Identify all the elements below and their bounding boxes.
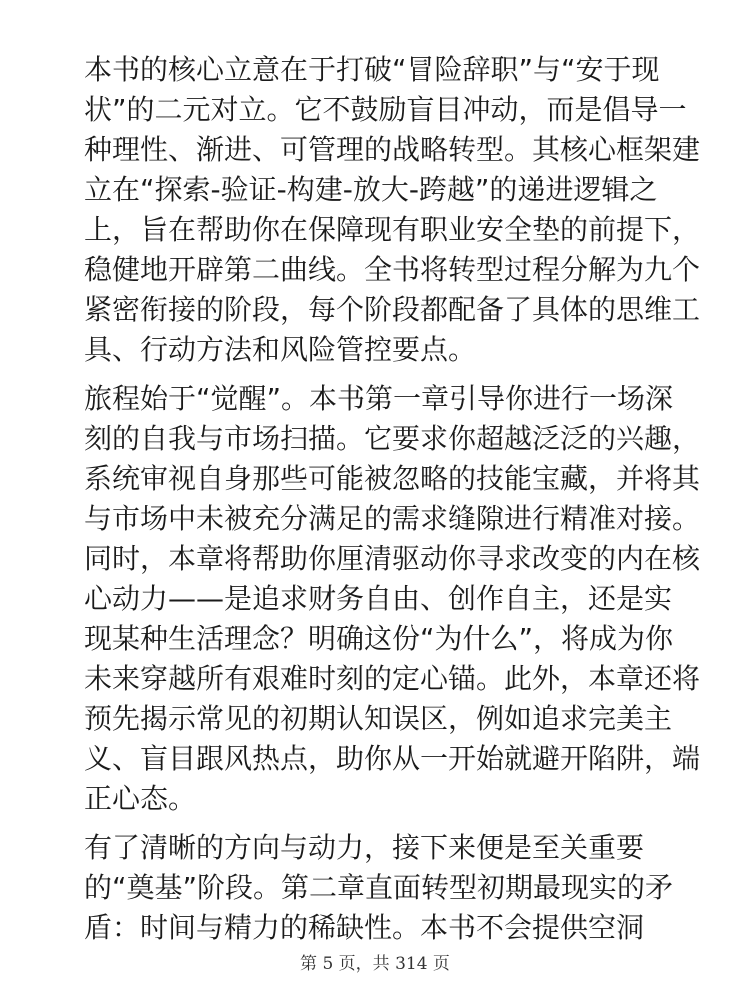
paragraph-3 [84,828,674,948]
text-line: 预先揭示常见的初期认知误区，例如追求完美主 [84,702,673,735]
text-line: 盾：时间与精力的稀缺性。本书不会提供空洞 [84,911,645,944]
text-line: 刻的自我与市场扫描。它要求你超越泛泛的兴趣， [84,422,701,455]
text-line: 立在“探索-验证-构建-放大-跨越”的递进逻辑之 [84,173,658,206]
text-line: 有了清晰的方向与动力，接下来便是至关重要 [84,831,645,864]
text-line: 具、行动方法和风险管控要点。 [84,333,477,366]
text-line: 的“奠基”阶段。第二章直面转型初期最现实的矛 [84,871,674,904]
text-line: 未来穿越所有艰难时刻的定心锚。此外，本章还将 [84,662,701,695]
text-line: 稳健地开辟第二曲线。全书将转型过程分解为九个 [84,253,701,286]
text-line: 同时，本章将帮助你厘清驱动你寻求改变的内在核 [84,542,701,575]
text-line: 义、盲目跟风热点，助你从一开始就避开陷阱，端 [84,742,701,775]
text-line: 状”的二元对立。它不鼓励盲目冲动，而是倡导一 [84,93,687,126]
page-number-footer: 第 5 页，共 314 页 [300,954,450,974]
paragraph-1 [84,50,701,370]
text-line: 本书的核心立意在于打破“冒险辞职”与“安于现 [84,53,660,86]
text-line: 系统审视自身那些可能被忽略的技能宝藏，并将其 [84,462,701,495]
paragraph-2 [84,379,701,819]
text-line: 紧密衔接的阶段，每个阶段都配备了具体的思维工 [84,293,701,326]
text-line: 与市场中未被充分满足的需求缝隙进行精准对接。 [84,502,701,535]
text-line: 现某种生活理念？明确这份“为什么”，将成为你 [84,622,674,655]
text-line: 旅程始于“觉醒”。本书第一章引导你进行一场深 [84,382,674,415]
text-line: 上，旨在帮助你在保障现有职业安全垫的前提下， [84,213,701,246]
text-line: 种理性、渐进、可管理的战略转型。其核心框架建 [84,133,701,166]
text-line: 心动力——是追求财务自由、创作自主，还是实 [84,582,673,615]
page-body [84,50,701,957]
text-line: 正心态。 [84,782,197,815]
